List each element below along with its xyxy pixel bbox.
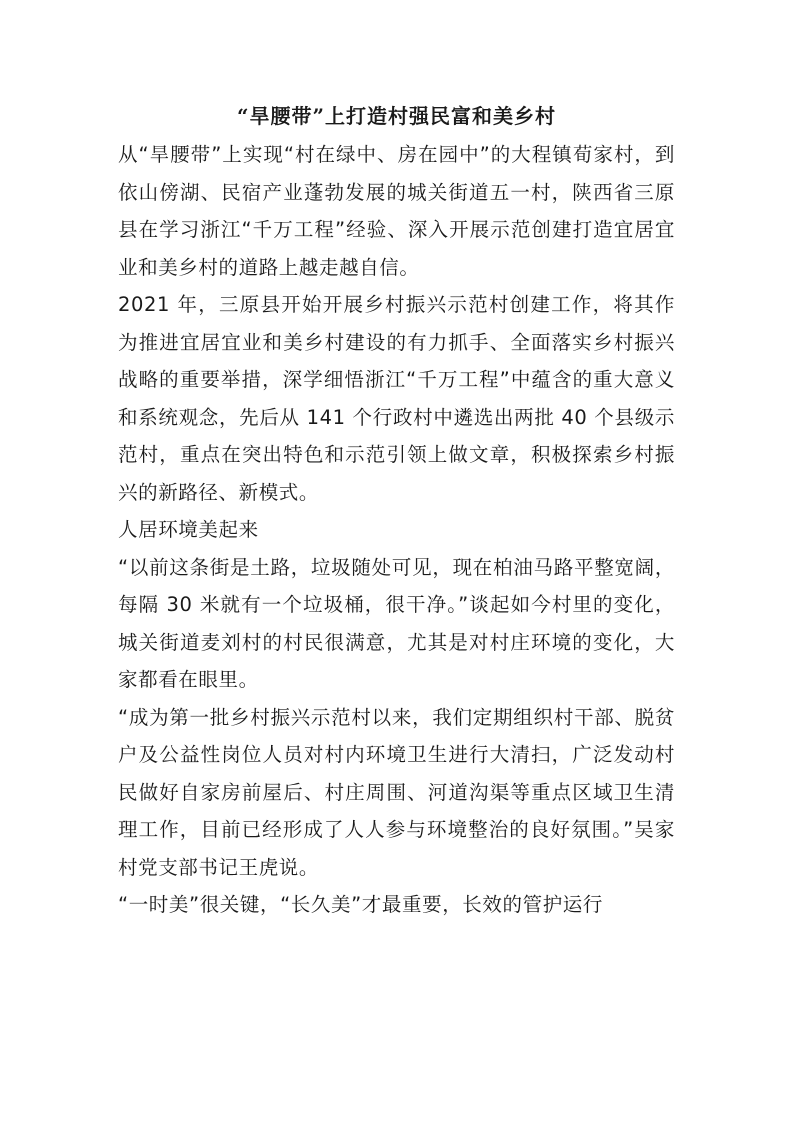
paragraph-2021-program: 2021 年，三原县开始开展乡村振兴示范村创建工作，将其作为推进宜居宜业和美乡村建设的有力抓手、全面落实乡村振兴战略的重要举措，深学细悟浙江“千万工程”中蕴含的重大意义和系统观念，先后从 141 个行政村中遴选出两批 40 个县级示范村，重点在突出特色和示范引领上做文章，积极探索乡村振兴的新路径、新模式。 — [118, 293, 675, 504]
paragraph-lasting-beauty: “一时美”很关键，“长久美”才最重要，长效的管护运行 — [118, 893, 604, 916]
paragraph-villager-quote: “以前这条街是土路，垃圾随处可见，现在柏油马路平整宽阔，每隔 30 米就有一个垃圾桶，很干净。”谈起如今村里的变化，城关街道麦刘村的村民很满意，尤其是对村庄环境的变化，大家都看在眼里。 — [118, 555, 675, 691]
paragraph-secretary-quote: “成为第一批乡村振兴示范村以来，我们定期组织村干部、脱贫户及公益性岗位人员对村内环境卫生进行大清扫，广泛发动村民做好自家房前屋后、村庄周围、河道沟渠等重点区域卫生清理工作，目前已经形成了人人参与环境整治的良好氛围。”吴家村党支部书记王虎说。 — [118, 705, 675, 879]
paragraph-intro: 从“旱腰带”上实现“村在绿中、房在园中”的大程镇荀家村，到依山傍湖、民宿产业蓬勃发展的城关街道五一村，陕西省三原县在学习浙江“千万工程”经验、深入开展示范创建打造宜居宜业和美乡村的道路上越走越自信。 — [118, 143, 675, 279]
article-title: “旱腰带”上打造村强民富和美乡村 — [236, 104, 556, 128]
section-heading-living-environment: 人居环境美起来 — [118, 518, 259, 541]
